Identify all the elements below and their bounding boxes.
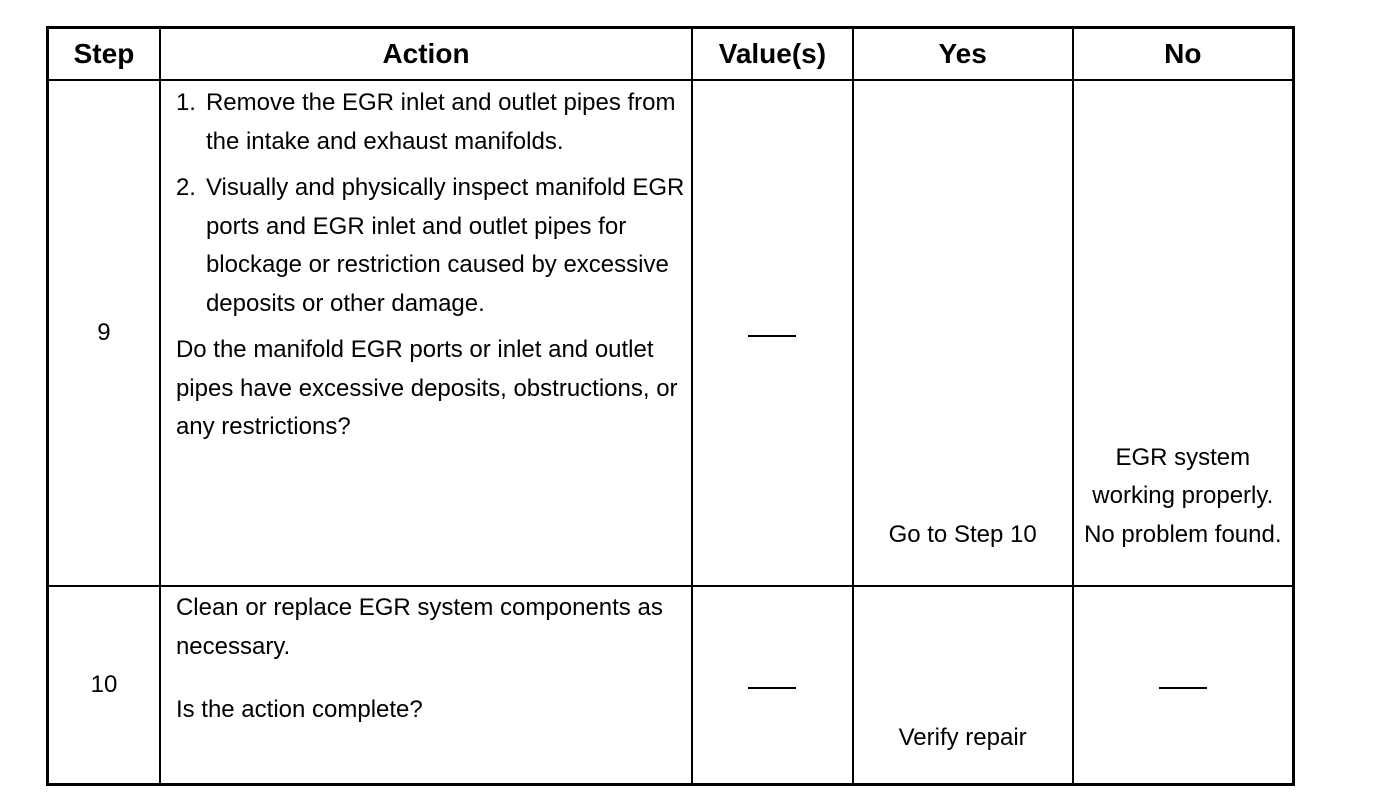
header-no: No [1073,28,1294,81]
em-dash-value [1159,687,1207,689]
header-values: Value(s) [692,28,853,81]
table-row [48,586,1294,785]
item-text: Remove the EGR inlet and outlet pipes from the intake and exhaust manifolds. [205,89,676,155]
header-row [48,28,1294,81]
item-number: 2. [175,174,196,201]
diagnostic-table [46,26,1295,786]
yes-cell: Go to Step 10 [853,80,1073,586]
action-cell [160,80,692,586]
action-question: Do the manifold EGR ports or inlet and outlet pipes have excessive deposits, obstructions, or any restrictions? [175,336,678,440]
yes-cell: Verify repair [853,586,1073,785]
table-row [48,80,1294,586]
header-action: Action [160,28,692,81]
no-cell [1073,80,1294,586]
no-cell [1073,586,1294,785]
step-number: 9 [48,80,160,586]
item-text: Visually and physically inspect manifold EGR ports and EGR inlet and outlet pipes for blockage or restriction caused by excessive deposits or other damage. [205,174,685,317]
item-number: 1. [175,89,196,116]
action-cell [160,586,692,785]
step-number: 10 [48,586,160,785]
em-dash-value [748,335,796,337]
values-cell [692,586,853,785]
values-cell [692,80,853,586]
action-step-item [176,84,691,161]
action-text: Clean or replace EGR system components as necessary. [175,594,663,660]
header-step: Step [48,28,160,81]
action-step-item [176,169,691,323]
no-text: EGR system working properly. No problem found. [1084,443,1282,548]
em-dash-value [748,687,796,689]
action-question: Is the action complete? [175,696,423,723]
header-yes: Yes [853,28,1073,81]
